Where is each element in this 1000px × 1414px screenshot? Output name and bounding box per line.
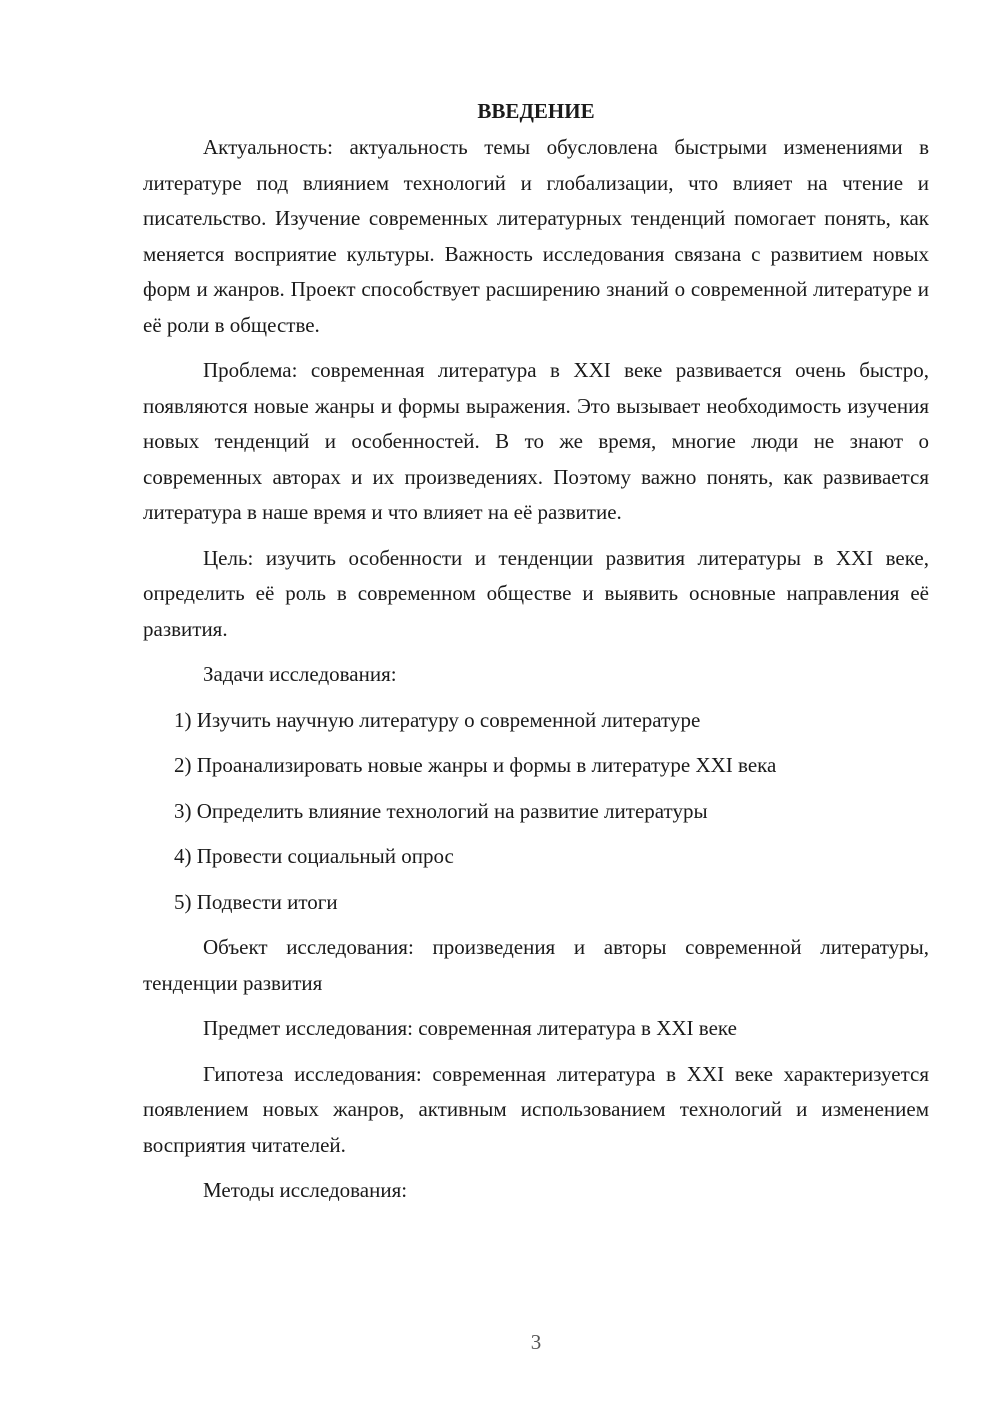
list-item: 1) Изучить научную литературу о современной литературе bbox=[174, 707, 701, 732]
methods-heading: Методы исследования: bbox=[203, 1178, 408, 1202]
list-item: 4) Провести социальный опрос bbox=[174, 844, 454, 868]
relevance-paragraph: Актуальность: актуальность темы обусловлена быстрыми изменениями в литературе под влиянием технологий и глобализации, что влияет на чтение и писательство. Изучение современных литературных тенденций помогает понять, как меняется восприятие культуры. Важность исследования связана с развитием новых форм и жанров. Проект способствует расширению знаний о современной литературе и её роли в обществе. bbox=[143, 135, 929, 337]
list-item: 2) Проанализировать новые жанры и формы в литературе XXI века bbox=[174, 753, 777, 777]
document-page bbox=[143, 92, 929, 1219]
page-title: ВВЕДЕНИЕ bbox=[477, 99, 595, 123]
list-item: 3) Определить влияние технологий на развитие литературы bbox=[174, 798, 708, 823]
goal-paragraph: Цель: изучить особенности и тенденции развития литературы в XXI веке, определить её роль в современном обществе и выявить основные направления её развития. bbox=[143, 545, 929, 641]
hypothesis-paragraph: Гипотеза исследования: современная литература в XXI веке характеризуется появлением новых жанров, активным использованием технологий и изменением восприятия читателей. bbox=[143, 1061, 929, 1157]
subject-paragraph: Предмет исследования: современная литература в XXI веке bbox=[203, 1016, 737, 1040]
list-item: 5) Подвести итоги bbox=[174, 889, 338, 914]
object-paragraph: Объект исследования: произведения и авторы современной литературы, тенденции развития bbox=[143, 935, 929, 995]
page-number: 3 bbox=[530, 1330, 542, 1354]
tasks-list bbox=[143, 703, 929, 921]
tasks-heading: Задачи исследования: bbox=[203, 662, 397, 686]
problem-paragraph: Проблема: современная литература в XXI веке развивается очень быстро, появляются новые жанры и формы выражения. Это вызывает необходимость изучения новых тенденций и особенностей. В то же время, многие люди не знают о современных авторах и их произведениях. Поэтому важно понять, как развивается литература в наше время и что влияет на её развитие. bbox=[143, 358, 929, 524]
